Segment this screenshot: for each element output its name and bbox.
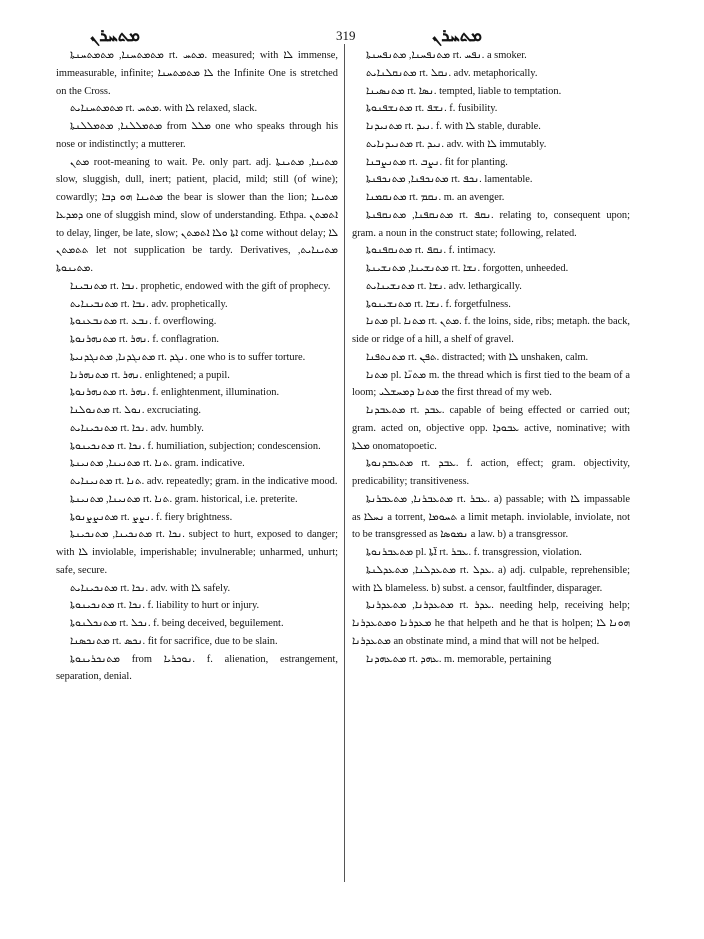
entry: ܡܬܢܩܡܢܐ rt. ܢܩܡ. m. an avenger. <box>366 192 505 203</box>
entry: ܡܬܢܗܪܢܐ rt. ܢܗܪ. enlightened; a pupil. <box>70 369 230 381</box>
left-column <box>56 47 338 686</box>
entry: ܡܬܡܠܠܢܐ, ܡܬܡܠܠܢܬܐ from ܡܠܠ one who speaks through his nose or indistinctly; a mutterer. <box>56 121 338 150</box>
entry: ܡܬܥܕܪܢܐ, ܡܬܥܕܪܢܬܐ rt. ܥܕܪ. needing help, receiving help; ܡܥܕܪܢܐ ܘܡܬܥܕܪܢܐ he that helpeth and he that is holpen; ܗܘܢܐ ܠܐ ܡܬܥܕܪܢܐ an obstinate mind, a mind that will not be helped. <box>352 600 630 647</box>
entry: ܡܬܢܫܦܢܘܬܐ rt. ܢܫܦ. f. fusibility. <box>366 103 498 115</box>
entry: ܡܬܢܟܦܢܐ, ܡܬܢܟܦܢܬܐ rt. ܢܟܦ. lamentable. <box>366 174 533 186</box>
entry: ܡܬܢܟܣܢܐ rt. ܢܟܣ. fit for sacrifice, due to be slain. <box>70 635 278 647</box>
entry: ܡܬܢܝܕܢܐ rt. ܢܝܕ. f. with ܠܐ stable, durable. <box>366 121 541 132</box>
entry: ܡܬܢܟܝܢܐܝܬ rt. ܢܟܐ. adv. with ܠܐ safely. <box>70 582 231 594</box>
entry: ܡܬܢܒܝܢܐ rt. ܢܒܐ. prophetic, endowed with the gift of prophecy. <box>70 280 331 292</box>
entry: ܡܬܢܫܝܢܐ, ܡܬܢܫܝܢܬܐ rt. ܢܫܐ. forgotten, unheeded. <box>366 263 569 274</box>
entry: ܡܬܥܒܕܢܘܬܐ rt. ܥܒܕ. f. action, effect; gram. objectivity, predicability; transitiveness. <box>352 458 631 487</box>
entry: ܡܬܢܟܪܝܢܘܬܐ from ܢܘܟܪܝܐ. f. alienation, estrangement, separation, denial. <box>56 653 338 683</box>
entry: ܡܬܢ root-meaning to wait. Pe. only part. adj. ܡܬܝܢܐ, ܡܬܝܢܬܐ slow, sluggish, dull, inert; patient, placid, mild; still (of wine); cowardly; ܡܬܝܢܐ ܗܘ ܕܒܐ the bear is slower than the lion; ܡܬܝܢܐ ܕܡܕܥܐ one of sluggish mind, slow of understanding. Ethpa. ܐܬܡܬܢ to delay, linger, be late, slow; ܐܬܐ ܘܠܐ ܐܬܡܬܢ come without delay; ܠܐ ܬܬܡܬܢ let not supplication be tardy. Derivatives, ܡܬܝܢܐܝܬ, ܡܬܝܢܘܬܐ. <box>56 156 338 274</box>
entry: ܡܬܢܝܕܢܐܝܬ rt. ܢܝܕ. adv. with ܠܐ immutably. <box>366 138 547 150</box>
entry: ܡܬܢܣܝܢܐ rt. ܢܣܐ. tempted, liable to temptation. <box>366 85 562 97</box>
entry: ܡܬܢܟܠܢܘܬܐ rt. ܢܟܠ. f. being deceived, beguilement. <box>70 618 284 629</box>
entry: ܡܬܢܐ pl. ܡܬܢ̈ܐ m. the thread which is first tied to the beam of a loom; ܡܬܢܐ ܕܡܚܫܠܝ the first thread of my web. <box>352 369 630 399</box>
entry: ܡܬܡܬܚܢܐܝܬ rt. ܡܬܚ. with ܠܐ relaxed, slack. <box>70 103 258 115</box>
entry: ܡܬܢܟܝܢܘܬܐ rt. ܢܟܐ. f. liability to hurt or injury. <box>70 600 260 612</box>
page-number: 319 <box>336 28 356 43</box>
entry: ܡܬܢܓܕܢܐ, ܡܬܢܓܕܢܝܬܐ rt. ܢܓܕ. one who is to suffer torture. <box>70 351 306 363</box>
entry: ܡܬܥܒܪܢܐ, ܡܬܥܒܪܢܬܐ rt. ܥܒܪ. a) passable; with ܠܐ impassable as ܢܚܠܐ a torrent, ܬܚܘܡܐ a limit metaph. inviolable, inviolate, not to be transgressed as ܢܡܘܣܐ a law. b) a transgressor. <box>352 493 631 541</box>
entry: ܡܬܢܦܚܢܐ, ܡܬܢܦܚܢܬܐ rt. ܢܦܚ. a smoker. <box>366 50 527 61</box>
entry: ܡܬܢܩܦܢܐ, ܡܬܢܩܦܢܬܐ rt. ܢܩܦ. relating to, consequent upon; gram. a noun in the construct state; following, related. <box>352 209 630 239</box>
entry: ܡܬܢܘܠܢܐ rt. ܢܘܠ. excruciating. <box>70 405 201 416</box>
entry: ܡܬܥܕܠܢܐ, ܡܬܥܕܠܢܬܐ rt. ܥܕܠ. a) adj. culpable, reprehensible; with ܠܐ blameless. b) subst. a censor, faultfinder, disparager. <box>352 564 631 594</box>
entry: ܡܬܥܒܪܢܘܬܐ pl. ܐ̈ܬܐ rt. ܥܒܪ. f. transgression, violation. <box>366 547 582 558</box>
entry: ܡܬܢܒܥܢܘܬܐ rt. ܢܒܥ. f. overflowing. <box>70 316 217 328</box>
entry: ܡܬܢܒܝܢܐܝܬ rt. ܢܒܐ. adv. prophetically. <box>70 298 228 310</box>
entry: ܡܬܢܝܢܐ, ܡܬܢܝܢܬܐ rt. ܬܢܐ. gram. historical, i.e. preterite. <box>70 493 298 505</box>
entry: ܡܬܢܩܦܢܘܬܐ rt. ܢܩܦ. f. intimacy. <box>366 245 496 257</box>
entry: ܡܬܢܨܨܢܘܬܐ rt. ܢܨܨ. f. fiery brightness. <box>70 511 233 523</box>
entry: ܡܬܢܬܦܢܐ rt. ܬܦܢ. distracted; with ܠܐ unshaken, calm. <box>366 351 589 363</box>
running-head-right: ܡܬܚܪܢ <box>432 26 482 45</box>
entry: ܡܬܢܗܪܢܘܬܐ rt. ܢܗܪ. f. enlightenment, illumination. <box>70 387 280 399</box>
entry: ܡܬܥܗܕܢܐ rt. ܥܗܕ. m. memorable, pertaining <box>366 653 552 665</box>
entry: ܡܬܢܝܢܐܝܬ rt. ܬܢܐ. adv. repeatedly; gram. in the indicative mood. <box>70 476 338 487</box>
entry: ܡܬܢܫܝܢܐܝܬ rt. ܢܫܐ. adv. lethargically. <box>366 280 522 292</box>
entry: ܡܬܢܟܝܢܘܬܐ rt. ܢܟܐ. f. humiliation, subjection; condescension. <box>70 440 321 452</box>
entry: ܡܬܡܬܚܢܐ, ܡܬܡܬܚܢܬܐ rt. ܡܬܚ. measured; with ܠܐ immense, immeasurable, infinite; ܠܐ ܡܬܡܬܚܢܐ the Infinite One is stretched on the Cross. <box>56 50 338 97</box>
entry: ܡܬܢܗܪܢܘܬܐ rt. ܢܗܪ. f. conflagration. <box>70 334 220 345</box>
entry: ܡܬܢܟܝܢܐ, ܡܬܢܟܝܢܬܐ rt. ܢܟܐ. subject to hurt, exposed to danger; with ܠܐ inviolable, imperishable; invulnerable; unharmed, unhurt; safe, secure. <box>56 529 338 576</box>
entry: ܡܬܢܫܝܢܘܬܐ rt. ܢܫܐ. f. forgetfulness. <box>366 298 511 310</box>
entry: ܡܬܢܨܒܢܐ rt. ܢܨܒ. fit for planting. <box>366 156 508 168</box>
right-column <box>352 47 630 668</box>
entry: ܡܬܥܒܕܢܐ rt. ܥܒܕ. capable of being effected or carried out; gram. acted on, objective opp. ܥܒܘܕܐ active, nominative; with ܡܠܬܐ onomatopoetic. <box>352 405 631 452</box>
entry: ܡܬܢܝܢܐ, ܡܬܢܝܢܬܐ rt. ܬܢܐ. gram. indicative. <box>70 458 245 470</box>
running-head-left: ܡܬܚܪܢ <box>90 26 140 45</box>
column-divider <box>344 44 345 882</box>
entry: ܡܬܢܐ pl. ܡܬܢܐ rt. ܡܬܢ. f. the loins, side, ribs; metaph. the back, side or ridge of a hill, a shelf of gravel. <box>352 316 630 345</box>
entry: ܡܬܢܩܠܢܐܝܬ rt. ܢܩܠ. adv. metaphorically. <box>366 67 538 79</box>
entry: ܡܬܢܟܝܢܐܝܬ rt. ܢܟܐ. adv. humbly. <box>70 422 204 434</box>
